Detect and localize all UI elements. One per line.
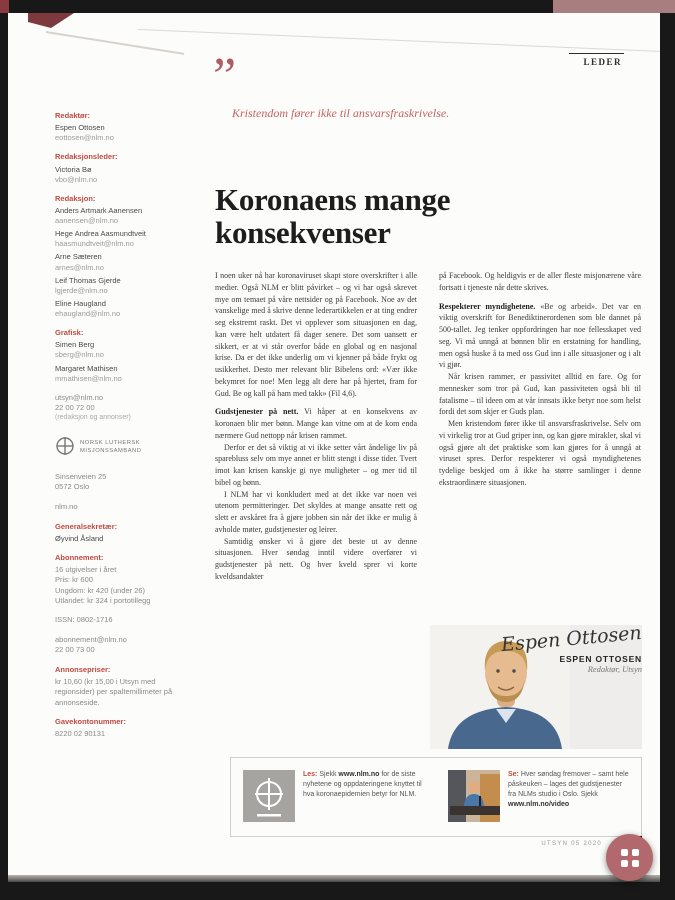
paragraph: Når krisen rammer, er passivitet alltid en fare. Og for mennesker som tror på Gud, kan passiviteten også bli til fatalisme – til ideen om at vår innsats ikke betyr noe som helst fordi det som skjer er Guds plan. — [439, 372, 641, 417]
masthead-name: Arne Sæteren — [55, 252, 102, 262]
page-edge-shadow — [8, 875, 660, 882]
issn — [55, 615, 177, 625]
paragraph: Derfor er det så viktig at vi ikke setter vårt åndelige liv på sparebluss selv om mye annet er blitt stengt i disse tider. Tvert imot kan krisen kanskje gi nye muligheter – og mer tid til bibel og bønn. — [215, 442, 417, 487]
info-item-web — [231, 758, 436, 836]
org-address — [55, 472, 177, 492]
statusbar-accent — [553, 0, 675, 13]
ad-price-text: kr 10,60 (kr 15,00 i Utsyn med regionsider) per spaltemillimeter på annonseside. — [55, 677, 173, 707]
subscription-phone: 22 00 73 00 — [55, 645, 95, 655]
masthead-email: ehaugland@nlm.no — [55, 309, 121, 318]
paragraph: Samtidig ønsker vi å gjøre det beste ut av denne situasjonen. Hver søndag inntil videre overfører vi gudstjenester på nett. Og hver kveld sprer vi korte kveldsandakter — [215, 536, 417, 581]
masthead-email: vbo@nlm.no — [55, 174, 98, 184]
info-text: Les: Sjekk www.nlm.no for de siste nyhetene og oppdateringene knyttet til hva koronaepidemien betyr for NLM. — [303, 771, 422, 798]
article-column-2 — [439, 270, 641, 583]
paragraph: Respekterer myndighetene. «Be og arbeid». Det var en viktig overskrift for Benediktinerordenen som ble dannet på 500-tallet. Jeg tenker oppfordringen har noe fellesskapet ved seg. Vi må unngå at bønnen blir en erstatning for handling, men også huske å ta med oss Gud inn i alle situasjoner og i alt vi gjør. — [439, 301, 641, 370]
info-link: www.nlm.no/video — [508, 800, 570, 808]
subscription-email: abonnement@nlm.no — [55, 634, 127, 644]
address-line: 0572 Oslo — [55, 481, 90, 491]
page-curl-corner — [28, 13, 74, 28]
masthead-name: Øyvind Åsland — [55, 534, 104, 544]
article-title: Koronaens mange konsekvenser — [215, 182, 451, 251]
subscription-contact — [55, 635, 177, 655]
masthead-name: Anders Artmark Aanensen — [55, 205, 143, 215]
masthead-heading: Redaksjon: — [55, 193, 96, 203]
masthead-graphics — [55, 328, 177, 384]
nlm-logo — [55, 436, 177, 459]
subscription-line: Ungdom: kr 420 (under 26) — [55, 585, 146, 595]
subscription-line: Utlandet: kr 324 i portotillegg — [55, 595, 151, 605]
org-name: NORSK LUTHERSK MISJONSSAMBAND — [80, 440, 142, 454]
masthead-name: Leif Thomas Gjerde — [55, 275, 121, 285]
issue-label: UTSYN 05 2020 — [541, 841, 602, 847]
paragraph-lead: Respekterer myndighetene. — [439, 301, 536, 311]
pull-quote: Kristendom fører ikke til ansvarsfraskrivelse. — [232, 106, 450, 120]
info-lead: Se: — [508, 771, 519, 778]
masthead-email: aanensen@nlm.no — [55, 216, 119, 225]
masthead-name: Simen Berg — [55, 340, 95, 350]
address-line: Sinsenveien 25 — [55, 471, 107, 481]
signature: Espen Ottosen — [500, 621, 643, 657]
masthead-name: Hege Andrea Aasmundtveit — [55, 229, 146, 239]
subscription-line: 16 utgivelser i året — [55, 565, 117, 575]
section-label: LEDER — [569, 53, 624, 67]
masthead-editor — [55, 111, 177, 143]
ad-prices — [55, 665, 177, 708]
gift-account — [55, 717, 177, 739]
masthead-heading: Generalsekretær: — [55, 521, 118, 531]
masthead-gensec — [55, 522, 177, 544]
subscription-info — [55, 553, 177, 606]
page-fold-shadow — [46, 31, 185, 55]
phone-note: (redaksjon og annonser) — [55, 414, 131, 421]
masthead-editorial-lead — [55, 152, 177, 184]
paragraph: I noen uker nå har koronaviruset skapt store overskrifter i alle medier. Også NLM er blitt påvirket – og vi har også skrevet mye om temaet på våre nettsider og på Facebook. Noe av det vanskelige med å skrive denne lederartikkelen er at ting endrer seg ekstremt raskt. Det vi opplever som situasjonen en dag, kan være helt utdatert få dager senere. Det som uansett er sikkert, er at vi står overfor både en global og en nasjonal krise. Da er det ikke underlig om vi kjenner på både frykt og usikkerhet. Desto mer relevant blir Bibelens ord: «Vær ikke bekymret for noe! Men legg alt dere har på hjertet, fram for Gud. Be og kall på ham med takk» (Fil 4,6). — [215, 271, 417, 398]
website-link: nlm.no — [55, 501, 78, 511]
info-lead: Les: — [303, 771, 318, 778]
editorial-phone: 22 00 72 00 — [55, 402, 95, 412]
masthead-heading: Grafisk: — [55, 328, 84, 338]
masthead-name: Margaret Mathisen — [55, 363, 118, 373]
masthead-heading: Redaktør: — [55, 111, 91, 120]
magazine-page — [8, 13, 660, 875]
masthead-email: lgjerde@nlm.no — [55, 285, 108, 295]
subscription-line: Pris: kr 600 — [55, 575, 93, 585]
masthead-sidebar — [55, 111, 177, 748]
account-number: 8220 02 90131 — [55, 728, 106, 738]
paragraph: I NLM har vi konkludert med at det ikke var noen vei utenom permitteringer. Det skyldes at mange ansatte rett og slett er avskåret fra å gjøre jobben sin når det ikke er mulig å avholde møter, gudstjenester og leirer. — [215, 489, 417, 534]
masthead-email: sberg@nlm.no — [55, 350, 104, 360]
byline — [500, 621, 643, 674]
quotation-marks-icon: ” — [213, 48, 237, 105]
masthead-email: eottosen@nlm.no — [55, 133, 114, 143]
masthead-email: haasmundtveit@nlm.no — [55, 239, 134, 249]
masthead-contact — [55, 393, 177, 423]
info-item-video — [436, 758, 641, 836]
author-name: ESPEN OTTOSEN — [559, 654, 642, 664]
masthead-heading: Abonnement: — [55, 553, 104, 563]
info-box — [230, 757, 642, 837]
author-role: Redaktør, Utsyn — [587, 664, 642, 674]
paragraph-lead: Gudstjenester på nett. — [215, 407, 299, 417]
masthead-name: Eline Haugland — [55, 298, 106, 308]
masthead-heading: Redaksjonsleder: — [55, 152, 118, 162]
studio-photo-thumbnail — [448, 770, 500, 822]
masthead-name: Espen Ottosen — [55, 123, 105, 133]
masthead-heading: Gavekontonummer: — [55, 716, 126, 726]
page-curl-sliver — [0, 0, 9, 13]
article-column-1 — [215, 270, 417, 583]
masthead-heading: Annonsepriser: — [55, 665, 111, 675]
masthead-email: arnes@nlm.no — [55, 262, 104, 272]
nlm-globe-cross-icon — [243, 770, 295, 822]
masthead-name: Victoria Bø — [55, 164, 92, 174]
info-link: www.nlm.no — [338, 771, 380, 778]
editorial-email: utsyn@nlm.no — [55, 392, 104, 402]
article-body — [215, 270, 641, 583]
masthead-staff — [55, 194, 177, 319]
org-website — [55, 502, 177, 512]
paragraph: Gudstjenester på nett. Vi håper at en konsekvens av koronaen blir mer bønn. Mange kan vitne om at de kom enda nærmere Gud nettopp når krisen rammet. — [215, 407, 417, 440]
grid-icon — [621, 849, 639, 867]
paragraph: Men kristendom fører ikke til ansvarsfraskrivelse. Selv om vi virkelig tror at Gud griper inn, og kan gjøre mirakler, skal vi også gjøre alt det praktiske som kan gjøres for å unngå at viruset spres. Derfor respekterer vi også myndighetenes tydelige beskjed om å ikke ha større samlinger i denne ekstraordinære situasjonen. — [439, 419, 641, 487]
info-text: Se: Hver søndag fremover – samt hele påskeuken – lages det gudstjenester fra NLMs studio i Oslo. Sjekk www.nlm.no/video — [508, 771, 629, 808]
issn-number: ISSN: 0802-1716 — [55, 614, 113, 624]
globe-cross-icon — [55, 436, 75, 459]
masthead-email: mmathisen@nlm.no — [55, 373, 122, 383]
menu-fab-button[interactable] — [606, 834, 653, 881]
paragraph: på Facebook. Og heldigvis er de aller fleste misjonærene våre fortsatt i tjeneste når dette skrives. — [439, 271, 641, 292]
